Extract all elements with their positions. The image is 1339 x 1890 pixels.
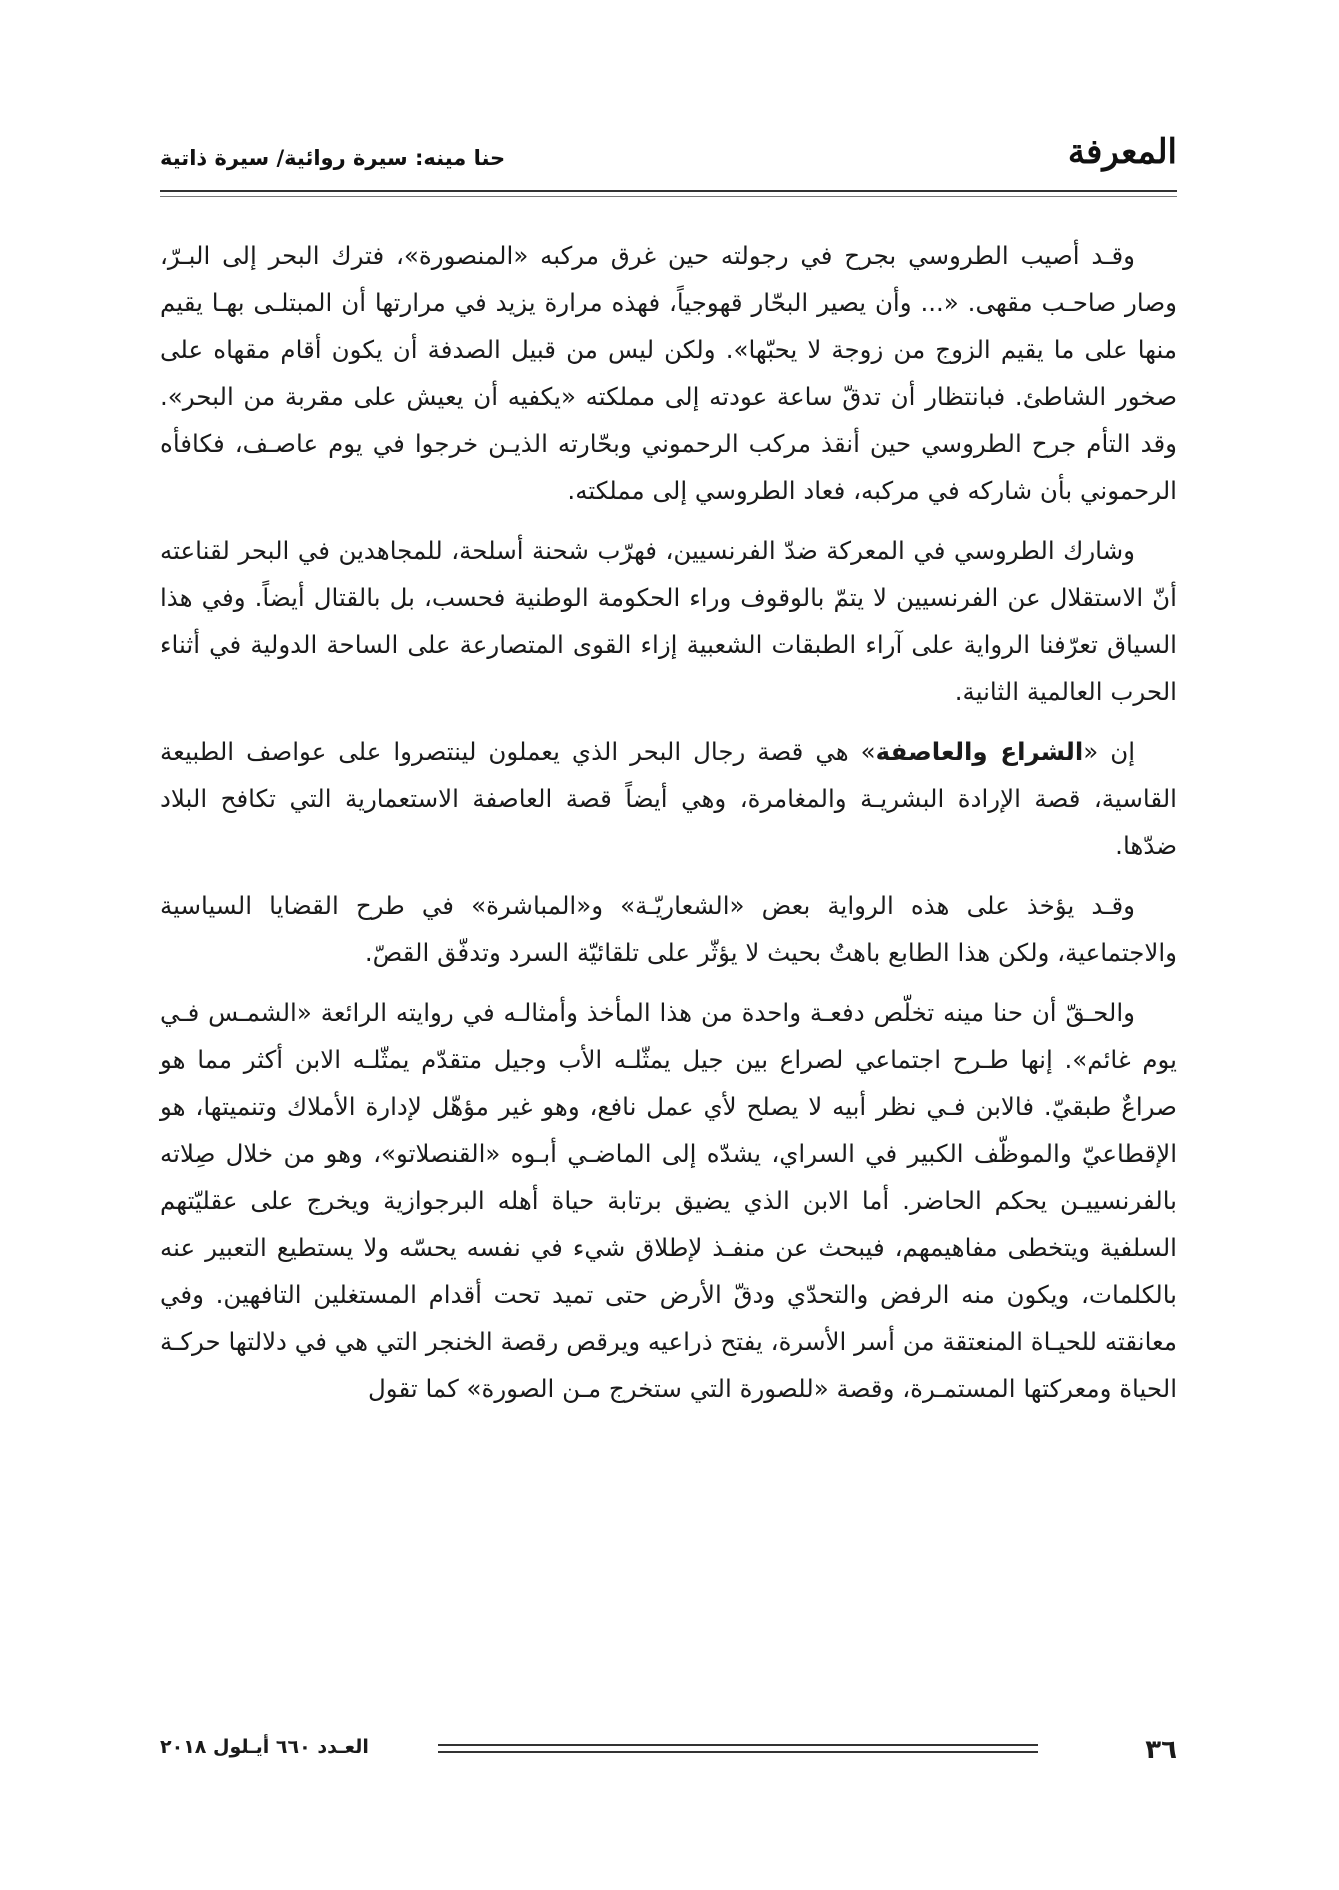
header-rule <box>160 190 1177 192</box>
paragraph-3-text: » هي قصة رجال البحر الذي يعملون لينتصروا على عواصف الطبيعة القاسية، قصة الإرادة البشريـة والمغامرة، وهي أيضاً قصة العاصفة الاستعمارية التي تكافح البلاد ضدّها. <box>160 737 1177 860</box>
running-header-title: حنا مينه: سيرة روائية/ سيرة ذاتية <box>160 146 506 170</box>
paragraph-4: وقـد يؤخذ على هذه الرواية بعض «الشعاريّـة» و«المباشرة» في طرح القضايا السياسية والاجتماعية، ولكن هذا الطابع باهتٌ بحيث لا يؤثّر على تلقائيّة السرد وتدفّق القصّ. <box>160 891 1177 967</box>
page-number: ٣٦ <box>1145 1735 1177 1765</box>
novel-title-bold: الشراع والعاصفة <box>875 737 1084 766</box>
footer-rule <box>438 1744 1038 1746</box>
issue-info: العـدد ٦٦٠ أيـلول ٢٠١٨ <box>160 1736 369 1758</box>
article-body <box>160 232 1177 1425</box>
paragraph-2: وشارك الطروسي في المعركة ضدّ الفرنسيين، فهرّب شحنة أسلحة، للمجاهدين في البحر لقناعته أنّ الاستقلال عن الفرنسيين لا يتمّ بالوقوف وراء الحكومة الوطنية فحسب، بل بالقتال أيضاً. وفي هذا السياق تعرّفنا الرواية على آراء الطبقات الشعبية إزاء القوى المتصارعة على الساحة الدولية في أثناء الحرب العالمية الثانية. <box>160 536 1177 706</box>
paragraph-3 <box>160 728 1177 869</box>
magazine-logo: المعرفة <box>1067 132 1177 172</box>
paragraph-5: والحـقّ أن حنا مينه تخلّص دفعـة واحدة من هذا المأخذ وأمثالـه في روايته الرائعة «الشمـس فـي يوم غائم». إنها طـرح اجتماعي لصراع بين جيل يمثّلـه الأب وجيل متقدّم يمثّلـه الابن أكثر مما هو صراعٌ طبقيّ. فالابن فـي نظر أبيه لا يصلح لأي عمل نافع، وهو غير مؤهّل لإدارة الأملاك وتنميتها، هو الإقطاعيّ والموظّف الكبير في السراي، يشدّه إلى الماضـي أبـوه «القنصلاتو»، وهو من خلال صِلاته بالفرنسييـن يحكم الحاضر. أما الابن الذي يضيق برتابة حياة أهله البرجوازية ويخرج على عقليّتهم السلفية ويتخطى مفاهيمهم، فيبحث عن منفـذ لإطلاق شيء في نفسه يحسّه ولا يستطيع التعبير عنه بالكلمات، ويكون منه الرفض والتحدّي ودقّ الأرض حتى تميد تحت أقدام المستغلين التافهين. وفي معانقته للحيـاة المنعتقة من أسر الأسرة، يفتح ذراعيه ويرقص رقصة الخنجر التي هي في دلالتها حركـة الحياة ومعركتها المستمـرة، وقصة «للصورة التي ستخرج مـن الصورة» كما تقول <box>160 998 1177 1403</box>
paragraph-3-prefix: إن « <box>1083 737 1136 766</box>
footer-rule-second <box>438 1751 1038 1753</box>
header-rule-thin <box>160 196 1177 197</box>
paragraph-1: وقـد أصيب الطروسي بجرح في رجولته حين غرق مركبه «المنصورة»، فترك البحر إلى البـرّ، وصار صاحـب مقهى. «... وأن يصير البحّار قهوجياً، فهذه مرارة يزيد في مرارتها أن المبتلـى بهـا يقيم منها على ما يقيم الزوج من زوجة لا يحبّها». ولكن ليس من قبيل الصدفة أن يكون أقام مقهاه على صخور الشاطئ. فبانتظار أن تدقّ ساعة عودته إلى مملكته «يكفيه أن يعيش على مقربة من البحر». وقد التأم جرح الطروسي حين أنقذ مركب الرحموني وبحّارته الذيـن خرجوا في يوم عاصـف، فكافأه الرحموني بأن شاركه في مركبه، فعاد الطروسي إلى مملكته. <box>160 241 1177 505</box>
